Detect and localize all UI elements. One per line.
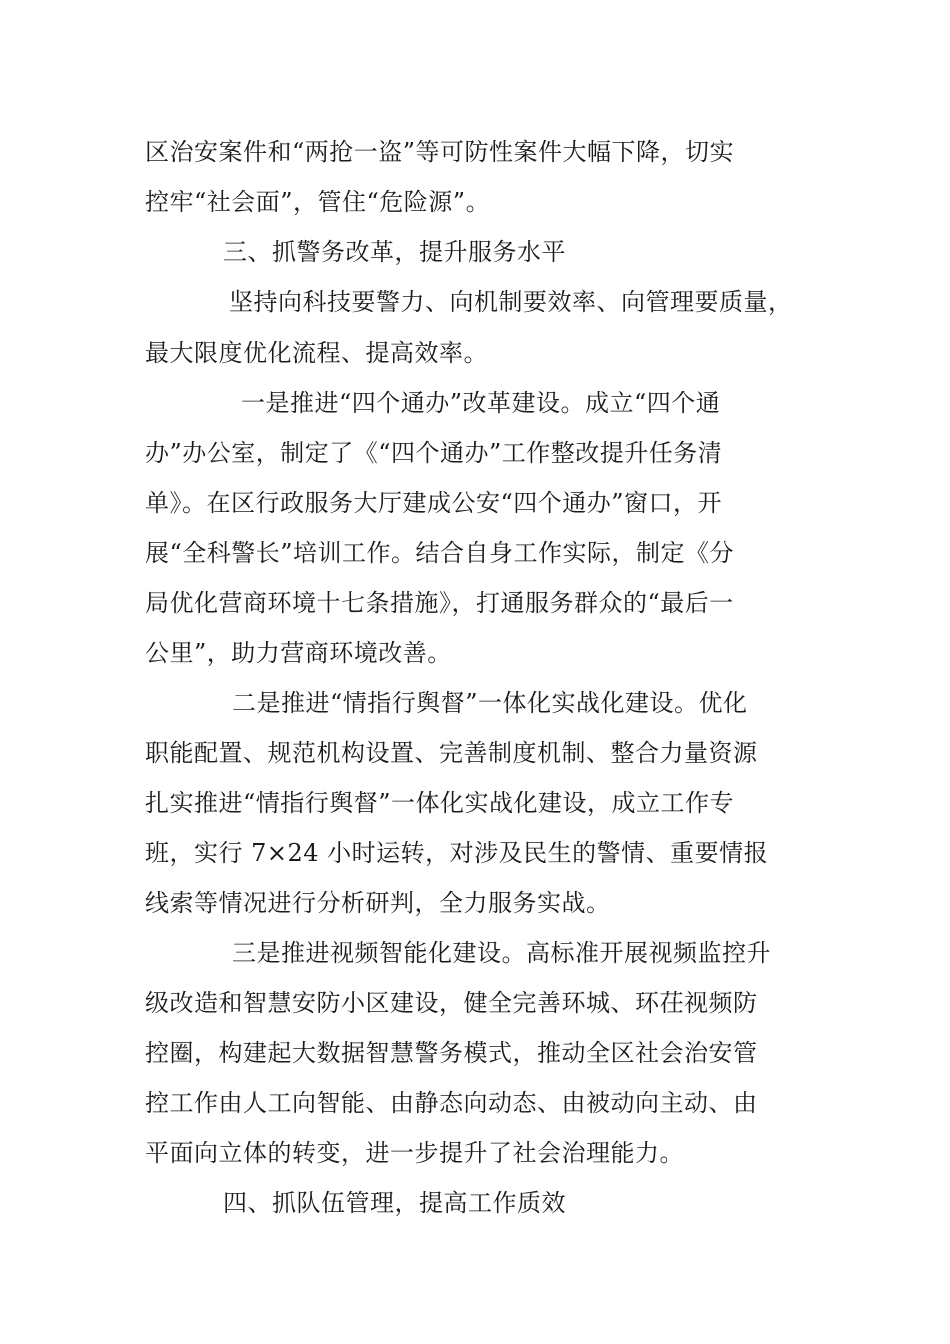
text-line-01: 区治安案件和“两抢一盗”等可防性案件大幅下降，切实: [145, 138, 735, 166]
text-line-09: 展“全科警长”培训工作。结合自身工作实际，制定《分: [145, 539, 735, 567]
text-line-08: 单》。在区行政服务大厅建成公安“四个通办”窗口，开: [145, 489, 723, 517]
text-line-07: 办”办公室，制定了《“四个通办”工作整改提升任务清: [145, 439, 723, 467]
text-line-05: 最大限度优化流程、提高效率。: [145, 339, 488, 367]
text-line-02: 控牢“社会面”，管住“危险源”。: [145, 188, 491, 216]
text-line-21: 平面向立体的转变，进一步提升了社会治理能力。: [145, 1139, 684, 1167]
text-line-11: 公里”，助力营商环境改善。: [145, 639, 452, 667]
text-line-13: 职能配置、规范机构设置、完善制度机制、整合力量资源: [145, 739, 758, 767]
section-heading-4: 四、抓队伍管理，提高工作质效: [223, 1189, 566, 1217]
section-heading-3: 三、抓警务改革，提升服务水平: [223, 238, 566, 266]
text-line-19: 控圈，构建起大数据智慧警务模式，推动全区社会治安管: [145, 1039, 758, 1067]
text-line-16: 线索等情况进行分析研判，全力服务实战。: [145, 889, 611, 917]
text-line-15: 班，实行 7×24 小时运转，对涉及民生的警情、重要情报: [145, 839, 769, 867]
text-line-04: 坚持向科技要警力、向机制要效率、向管理要质量，: [229, 288, 793, 316]
text-line-18: 级改造和智慧安防小区建设，健全完善环城、环茌视频防: [145, 989, 758, 1017]
text-line-06: 一是推进“四个通办”改革建设。成立“四个通: [241, 389, 721, 417]
text-line-17: 三是推进视频智能化建设。高标准开展视频监控升: [232, 939, 771, 967]
text-line-10: 局优化营商环境十七条措施》，打通服务群众的“最后一: [145, 589, 734, 617]
text-line-14: 扎实推进“情指行舆督”一体化实战化建设，成立工作专: [145, 789, 735, 817]
text-line-12: 二是推进“情指行舆督”一体化实战化建设。优化: [232, 689, 748, 717]
text-line-20: 控工作由人工向智能、由静态向动态、由被动向主动、由: [145, 1089, 758, 1117]
